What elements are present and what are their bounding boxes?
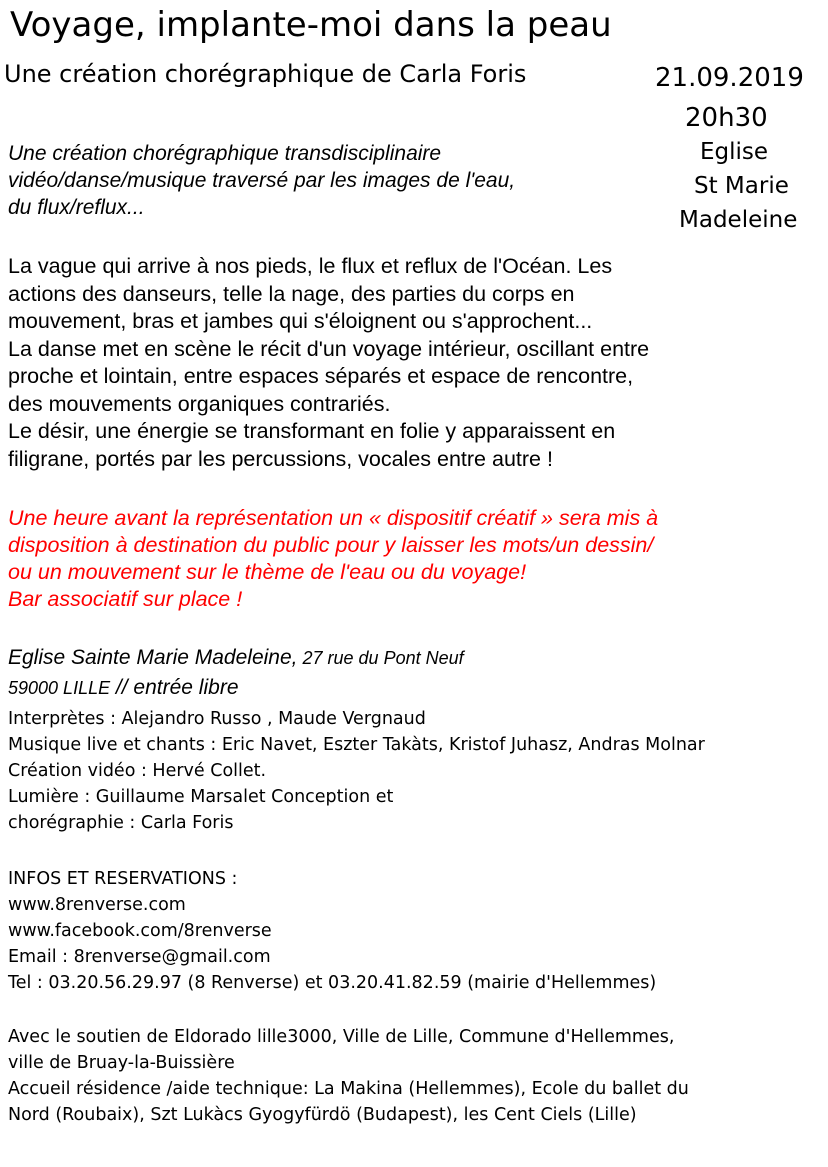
infos-heading: INFOS ET RESERVATIONS : bbox=[8, 869, 238, 889]
infos-block bbox=[8, 866, 656, 996]
phone-line: Tel : 03.20.56.29.97 (8 Renverse) et 03.20.41.82.59 (mairie d'Hellemmes) bbox=[8, 973, 657, 993]
support-line: ville de Bruay-la-Buissière bbox=[8, 1053, 235, 1073]
description-paragraph bbox=[8, 253, 649, 473]
support-line: Accueil résidence /aide technique: La Makina (Hellemmes), Ecole du ballet du bbox=[8, 1079, 689, 1099]
promo-line: Bar associatif sur place ! bbox=[8, 587, 243, 611]
venue-name: Eglise Sainte Marie Madeleine, bbox=[8, 646, 298, 669]
event-time: 20h30 bbox=[685, 103, 768, 133]
description-line: filigrane, portés par les percussions, vocales entre autre ! bbox=[8, 446, 553, 471]
city: 59000 LILLE bbox=[8, 678, 111, 698]
promo-paragraph bbox=[8, 505, 658, 613]
email-link[interactable]: Email : 8renverse@gmail.com bbox=[8, 947, 271, 967]
credit-line: Musique live et chants : Eric Navet, Eszter Takàts, Kristof Juhasz, Andras Molnar bbox=[8, 735, 705, 755]
support-block bbox=[8, 1024, 689, 1128]
promo-line: disposition à destination du public pour y laisser les mots/un dessin/ bbox=[8, 533, 654, 557]
credit-line: Interprètes : Alejandro Russo , Maude Vergnaud bbox=[8, 709, 426, 729]
description-line: La vague qui arrive à nos pieds, le flux et reflux de l'Océan. Les bbox=[8, 254, 613, 278]
entry-info: // entrée libre bbox=[110, 676, 239, 699]
intro-line: vidéo/danse/musique traversé par les images de l'eau, bbox=[8, 169, 516, 192]
description-line: des mouvements organiques contrariés. bbox=[8, 391, 391, 416]
credit-line: chorégraphie : Carla Foris bbox=[8, 813, 234, 833]
event-date: 21.09.2019 bbox=[655, 63, 804, 93]
description-line: proche et lointain, entre espaces séparés et espace de rencontre, bbox=[8, 364, 634, 388]
event-venue-line: St Marie bbox=[694, 173, 789, 199]
description-line: Le désir, une énergie se transformant en folie y apparaissent en bbox=[8, 419, 616, 443]
description-line: actions des danseurs, telle la nage, des parties du corps en bbox=[8, 281, 575, 306]
credit-line: Lumière : Guillaume Marsalet Conception et bbox=[8, 787, 394, 807]
street-address: 27 rue du Pont Neuf bbox=[297, 648, 464, 668]
page-title: Voyage, implante-moi dans la peau bbox=[10, 5, 612, 45]
address-block bbox=[8, 643, 464, 703]
description-line: mouvement, bras et jambes qui s'éloignent ou s'approchent... bbox=[8, 309, 593, 333]
facebook-link[interactable]: www.facebook.com/8renverse bbox=[8, 921, 272, 941]
promo-line: Une heure avant la représentation un « dispositif créatif » sera mis à bbox=[8, 506, 659, 530]
support-line: Nord (Roubaix), Szt Lukàcs Gyogyfürdö (Budapest), les Cent Ciels (Lille) bbox=[8, 1105, 637, 1125]
address-line bbox=[8, 673, 464, 703]
intro-paragraph bbox=[8, 140, 515, 221]
credits-block bbox=[8, 706, 705, 836]
support-line: Avec le soutien de Eldorado lille3000, Ville de Lille, Commune d'Hellemmes, bbox=[8, 1027, 675, 1047]
address-line bbox=[8, 643, 464, 673]
description-line: La danse met en scène le récit d'un voyage intérieur, oscillant entre bbox=[8, 336, 650, 361]
intro-line: du flux/reflux... bbox=[8, 196, 145, 219]
intro-line: Une création chorégraphique transdisciplinaire bbox=[8, 142, 442, 165]
promo-line: ou un mouvement sur le thème de l'eau ou du voyage! bbox=[8, 560, 527, 584]
credit-line: Création vidéo : Hervé Collet. bbox=[8, 761, 267, 781]
website-link[interactable]: www.8renverse.com bbox=[8, 895, 186, 915]
event-venue-line: Madeleine bbox=[679, 207, 798, 233]
event-venue-line: Eglise bbox=[700, 139, 769, 165]
page-subtitle: Une création chorégraphique de Carla Foris bbox=[4, 60, 527, 88]
